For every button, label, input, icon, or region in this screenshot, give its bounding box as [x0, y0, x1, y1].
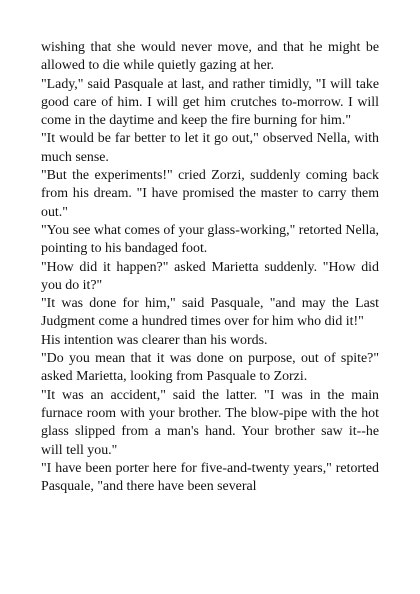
paragraph: "It was an accident," said the latter. "I was in the main furnace room with your brother. The blow-pipe with the hot glass slipped from a man's hand. Your brother saw it--he will tell you.": [41, 387, 379, 458]
paragraph: wishing that she would never move, and that he might be allowed to die while quietly gazing at her.: [41, 40, 379, 74]
paragraph: "Do you mean that it was done on purpose, out of spite?" asked Marietta, looking from Pasquale to Zorzi.: [41, 351, 379, 385]
paragraph: "It would be far better to let it go out," observed Nella, with much sense.: [41, 131, 379, 165]
paragraph: "Lady," said Pasquale at last, and rather timidly, "I will take good care of him. I will get him crutches to-morrow. I will come in the daytime and keep the fire burning for him.": [41, 76, 379, 129]
paragraph: His intention was clearer than his words.: [41, 332, 268, 348]
body-text: [41, 39, 379, 496]
paragraph: "You see what comes of your glass-working," retorted Nella, pointing to his bandaged foot.: [41, 222, 379, 257]
paragraph: "It was done for him," said Pasquale, "and may the Last Judgment come a hundred times over for him who did it!": [41, 296, 379, 330]
paragraph: "I have been porter here for five-and-twenty years," retorted Pasquale, "and there have been several: [41, 460, 379, 495]
paragraph: "But the experiments!" cried Zorzi, suddenly coming back from his dream. "I have promised the master to carry them out.": [41, 168, 379, 220]
paragraph: "How did it happen?" asked Marietta suddenly. "How did you do it?": [41, 259, 379, 293]
